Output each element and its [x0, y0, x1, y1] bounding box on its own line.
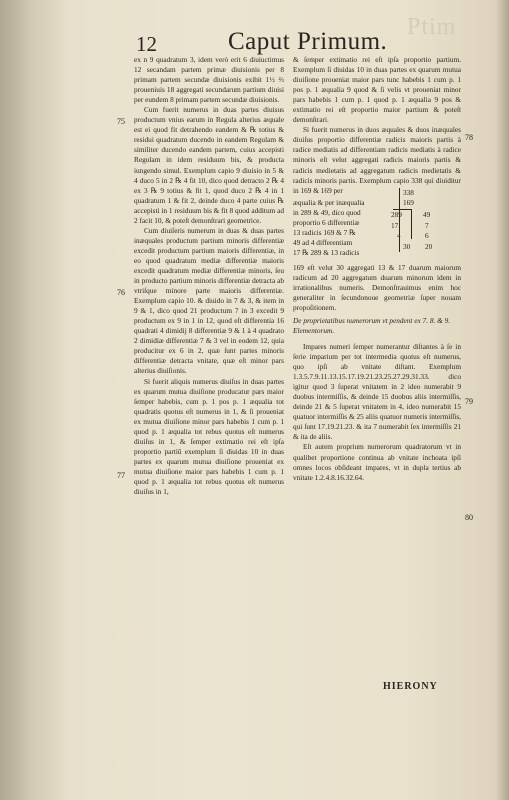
left-column: [134, 55, 284, 497]
left-paragraph-3: Cum diuiſeris numerum in duas & duas partes inæquales productum partium minoris differentiæ excedit productum partium maioris differentiæ, in eo quod quadratum mediæ differentiæ maioris excedit quadratum mediæ differentiæ minoris, ſeu in producto partium minoris differentiæ detracta ab vtriſque minore parte maioris differentiæ. Exemplum capio 10. & diuido in 7 & 3, & item in 9 & 1, dico quod 21 productum 7 in 3 excedit 9 productum ex 9 in 1 in 12, quod eſt differentia 16 quadrati 4 dimidij 8 differentiæ 9 & 1 à 4 quadrato 2 dimidiæ differentiæ 7 & 3 vel in eodem 12, quia producitur ex 6 in 2, quæ ſunt partes minoris differentiæ detracta vnitate, quæ eſt minor pars alterius diuiſionis.: [134, 225, 284, 376]
table-text: [293, 198, 395, 258]
proportion-table: [293, 187, 461, 261]
table-number: 169: [403, 197, 414, 207]
table-number: 289: [391, 209, 402, 219]
right-paragraph-1: & ſemper extimatio rei eſt ipſa proportio partium. Exemplum ſi diuidas 10 in duas partes ex quarum mutua diuiſione proueniat maior pars tunc habebis 1 cum p. 1 pos p. 1 æqualia 9 quod & ſi velis vt proueniat minor pars habebis 1 cum p. 1 quod p. 1 æqualia 9 pos & extimatio rei eſt proportio maior partium & poteſt demonſtrari.: [293, 55, 461, 125]
right-paragraph-3: 169 eſt velut 30 aggregati 13 & 17 duarum maiorum radicum ad 20 aggregatum duarum minorum idem in irrationalibus numeris. Demonſtrauimus enim hoc generaliter in ſecundonoue geometriæ ſuper nouam propoſitionem.: [293, 262, 461, 312]
table-number: 49: [423, 209, 431, 219]
bleed-through-text: Ptim: [407, 14, 457, 40]
table-number: 4: [397, 230, 401, 240]
table-number: 6: [425, 230, 429, 240]
right-paragraph-2: Si fuerit numerus in duos æquales & duos inæquales diuiſus proportio differentiæ radicis maioris partis à radice mediatis ad differentiam radicis mediatis à radice minoris eſt velut aggregati radicis maioris partis & radicis medietatis ad aggregatum radicis medietatis & radicis minoris partis. Exemplum capio 338 qui diuiditur in 169 & 169 per: [293, 125, 461, 195]
table-line: æqualia & per inæqualia: [293, 197, 365, 207]
margin-number-79: 79: [465, 397, 473, 406]
right-paragraph-5: Eſt autem proprium numerorum quadratorum vt in qualibet proportione continua ab vnitate inchoata ipſi omnes locos obſideant impares, vt in dupla tertius ab vnitate 1.2.4.8.16.32.64.: [293, 442, 461, 482]
catchword: HIERONY: [383, 681, 438, 692]
page-gutter-shadow: [0, 0, 70, 800]
table-number: 7: [425, 220, 429, 230]
table-number: 30: [403, 241, 411, 251]
page-number: 12: [136, 32, 157, 56]
margin-number-75: 75: [117, 117, 125, 126]
margin-number-80: 80: [465, 513, 473, 522]
table-number: 338: [403, 187, 414, 197]
table-number: 20: [425, 241, 433, 251]
page-edge-shadow: [495, 0, 509, 800]
left-paragraph-2: Cum fuerit numerus in duas partes diuisus productum vnius earum in Regula alterius æquale est ei quod fit detrahendo eandem & ℞ totius & residui quadratum ducendo in eandem Regulam & similiter ducendo eandem partem, cuius accepisti Regulam in idem residuum bis, & producta iungendo simul. Exemplum capio 9 diuisio in 5 & 4 duco 5 in 2 ℞ 4 fit 10, dico quod detracto 2 ℞ 4 ex 3 ℞ 9 totius & fit 1, quod duco 2 ℞ 4 in 1 quadratum 1 & fit 2, deinde duco 4 parte cuius ℞ accepisti in 1 residuum bis & fit 8 quod additum ad 2 facit 10, & poteſt demonſtrari geometrice.: [134, 105, 284, 225]
right-paragraph-4: Impares numeri ſemper numerantur diſtantes à ſe in ſerie imparium per tot intermedia quotus eſt numerus, quo ipſi ab vnitate diſtant. Exemplum 1.3.5.7.9.11.13.15.17.19.21.23.25.27.29.31.33. dico igitur quod 3 ſuperat vnitatem in 2 ideo numerabit 9 duobus intermiſſis, & deinde 15 duobus aliis intermiſſis, deinde 21 & 5 ſuperat vnitatem in 4, ideo numerabit 15 quatuor intermiſſis & 25 aliis quatuor numeris intermiſſis, qui ſunt 17.19.21.23. & ita 7 numerabit ſex intermiſſis 21 & ita de aliis.: [293, 341, 461, 442]
left-paragraph-4: Si fuerit aliquis numerus diuiſus in duas partes ex quarum mutua diuiſione producatur pars maior ſemper habebis, cum p. 1 pos p. 1 æqualia tot quadratis quotus eſt numerus in 1, & ſi proueniat ex mutua diuiſione minor pars habebis 1 cum p. 1 quod p. 1 æqualia tot rebus quotus eſt numerus diuiſus in 1, & ſemper extimatio rei eſt ipſa proportio partiū exemplum ſi diuidas 10 in duas partes ex quarum mutua diuiſione proueniat ex mutua diuiſione maior pars habebis 1 cum p. 1 quod p. 1 æqualia tot rebus quotus eſt numerus diuiſus in 1,: [134, 376, 284, 497]
table-number: 17.: [391, 220, 401, 230]
table-line: proportio 6 differentiæ: [293, 217, 360, 227]
number-bracket: [391, 187, 455, 258]
margin-number-77: 77: [117, 471, 125, 480]
section-heading: De proprietatibus numerorum vt pendent ex 7. 8. & 9. Elementorum.: [293, 315, 451, 335]
right-column: [293, 55, 461, 483]
table-line: 13 radicis 169 & 7 ℞: [293, 227, 356, 237]
margin-number-78: 78: [465, 133, 473, 142]
margin-number-76: 76: [117, 288, 125, 297]
running-title: Caput Primum.: [228, 28, 388, 55]
table-line: 17 ℞ 289 & 13 radicis: [293, 247, 360, 257]
left-paragraph-1: ex n 9 quadratum 3, idem verò erit 6 diuiuctimus 12 secandam partem primæ diuisionis per 8 primam partem secundæ diuisionis exibit 1½ ⅔ proueniuis 18 aggregati secundarum partium diuisi per eundem 8 primam partem secundæ diuisionis.: [134, 55, 284, 105]
table-line: in 289 & 49, dico quod: [293, 207, 361, 217]
table-line: 49 ad 4 differentiam: [293, 237, 353, 247]
